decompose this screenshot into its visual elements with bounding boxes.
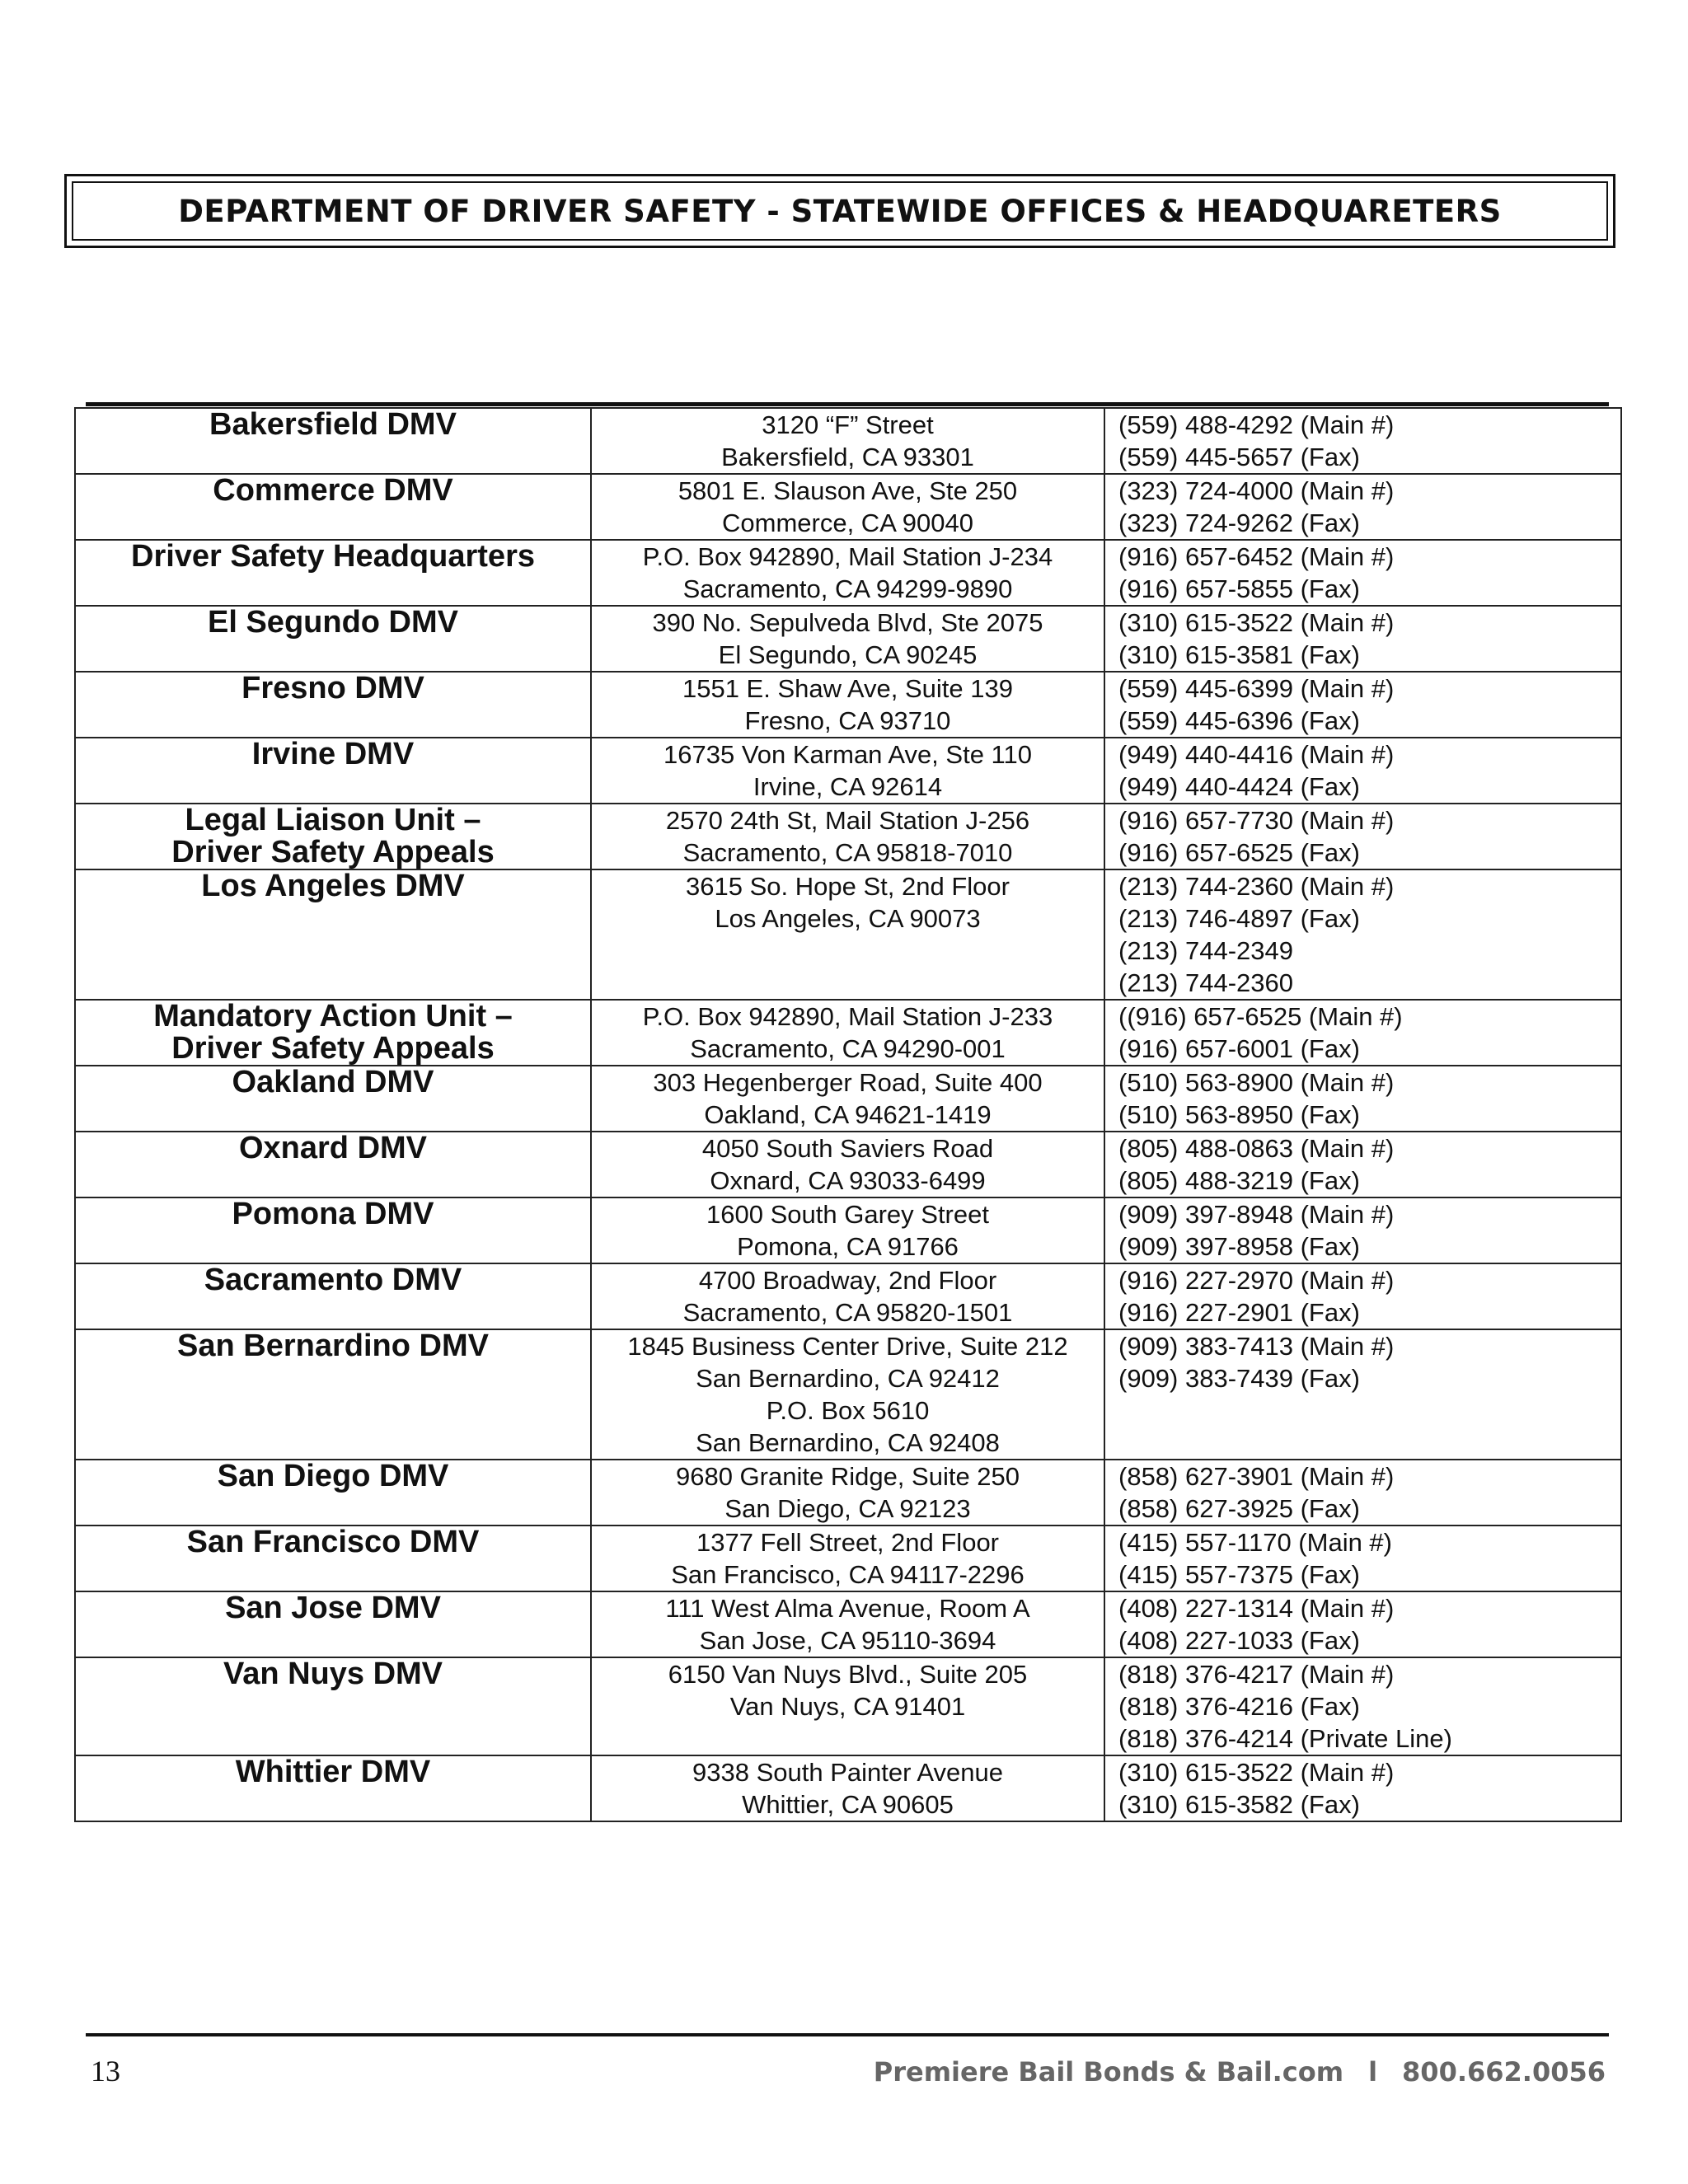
office-name-line: San Francisco DMV: [186, 1525, 480, 1559]
office-phones: [1104, 1591, 1621, 1657]
office-name: [75, 1263, 591, 1329]
office-address: [591, 1591, 1104, 1657]
office-address-line: El Segundo, CA 90245: [718, 640, 978, 669]
office-address-line: San Francisco, CA 94117-2296: [671, 1560, 1025, 1589]
office-phones-line: (916) 657-7730 (Main #): [1118, 806, 1395, 835]
office-phones-line: (213) 744-2360 (Main #): [1118, 872, 1395, 901]
office-name-line: Sacramento DMV: [204, 1263, 462, 1297]
office-name: [75, 1526, 591, 1591]
office-phones-line: (916) 657-6001 (Fax): [1118, 1034, 1360, 1063]
office-name-line: Irvine DMV: [251, 737, 415, 771]
office-name: [75, 1066, 591, 1132]
table-row: [75, 408, 1621, 474]
office-phones: [1104, 1066, 1621, 1132]
page-title-box: [64, 174, 1615, 248]
office-phones-line: (559) 445-6399 (Main #): [1118, 674, 1395, 703]
office-name: [75, 804, 591, 869]
office-phones-line: (916) 657-6525 (Fax): [1118, 838, 1360, 867]
offices-table-body: [75, 408, 1621, 1821]
office-address-line: San Jose, CA 95110-3694: [699, 1626, 996, 1655]
office-phones-line: (559) 445-6396 (Fax): [1118, 706, 1360, 735]
office-phones: [1104, 540, 1621, 606]
office-phones-line: (510) 563-8900 (Main #): [1118, 1068, 1395, 1097]
office-address-line: 1377 Fell Street, 2nd Floor: [696, 1528, 1000, 1557]
office-name-line: Los Angeles DMV: [201, 869, 465, 903]
office-phones-line: (858) 627-3901 (Main #): [1118, 1462, 1395, 1491]
table-row: [75, 672, 1621, 738]
table-row: [75, 474, 1621, 540]
office-name: [75, 606, 591, 672]
office-address-line: Sacramento, CA 95818-7010: [682, 838, 1013, 867]
office-phones-line: (415) 557-7375 (Fax): [1118, 1560, 1360, 1589]
office-name: [75, 1657, 591, 1755]
office-phones: [1104, 474, 1621, 540]
office-address: [591, 672, 1104, 738]
office-address-line: San Bernardino, CA 92412: [696, 1364, 1000, 1393]
office-address-line: Whittier, CA 90605: [742, 1790, 954, 1819]
office-address: [591, 804, 1104, 869]
office-name: [75, 408, 591, 474]
office-phones: [1104, 1000, 1621, 1066]
office-phones: [1104, 804, 1621, 869]
office-address-line: Oakland, CA 94621-1419: [704, 1100, 992, 1129]
table-top-rule: [86, 402, 1609, 406]
office-address-line: Sacramento, CA 94290-001: [690, 1034, 1006, 1063]
office-phones-line: (310) 615-3582 (Fax): [1118, 1790, 1360, 1819]
office-phones-line: (858) 627-3925 (Fax): [1118, 1494, 1360, 1523]
table-row: [75, 1755, 1621, 1821]
office-phones-line: (415) 557-1170 (Main #): [1118, 1528, 1392, 1557]
office-address-line: 1600 South Garey Street: [706, 1200, 989, 1229]
office-name: [75, 672, 591, 738]
footer-company: Premiere Bail Bonds & Bail.com: [873, 2056, 1344, 2088]
office-phones-line: (818) 376-4217 (Main #): [1118, 1660, 1395, 1689]
office-phones-line: (916) 657-6452 (Main #): [1118, 542, 1395, 571]
office-name-line: Driver Safety Appeals: [171, 1031, 495, 1066]
office-phones: [1104, 1263, 1621, 1329]
office-name-line: El Segundo DMV: [208, 605, 458, 640]
office-address-line: 9338 South Painter Avenue: [692, 1758, 1003, 1787]
office-address-line: P.O. Box 942890, Mail Station J-233: [642, 1002, 1053, 1031]
office-address-line: P.O. Box 942890, Mail Station J-234: [642, 542, 1053, 571]
office-phones-line: (805) 488-3219 (Fax): [1118, 1166, 1360, 1195]
office-address: [591, 1132, 1104, 1197]
office-name: [75, 474, 591, 540]
table-row: [75, 1591, 1621, 1657]
office-name-line: Driver Safety Appeals: [171, 835, 495, 869]
office-phones: [1104, 738, 1621, 804]
office-name: [75, 1132, 591, 1197]
table-row: [75, 738, 1621, 804]
office-phones-line: (323) 724-9262 (Fax): [1118, 509, 1360, 537]
office-address: [591, 1000, 1104, 1066]
table-row: [75, 540, 1621, 606]
office-phones: [1104, 606, 1621, 672]
office-phones-line: (213) 744-2349: [1118, 936, 1293, 965]
office-address: [591, 1197, 1104, 1263]
table-row: [75, 1132, 1621, 1197]
office-name-line: Fresno DMV: [241, 671, 424, 705]
table-row: [75, 1197, 1621, 1263]
office-phones-line: (909) 397-8948 (Main #): [1118, 1200, 1395, 1229]
office-phones-line: ((916) 657-6525 (Main #): [1118, 1002, 1403, 1031]
office-phones: [1104, 869, 1621, 1000]
office-address-line: Pomona, CA 91766: [737, 1232, 959, 1261]
office-name-line: San Jose DMV: [225, 1591, 441, 1625]
office-phones-line: (909) 383-7439 (Fax): [1118, 1364, 1360, 1393]
office-address: [591, 1755, 1104, 1821]
office-name-line: Pomona DMV: [232, 1197, 434, 1231]
office-name: [75, 1000, 591, 1066]
office-name: [75, 1460, 591, 1526]
office-address-line: Bakersfield, CA 93301: [721, 443, 974, 471]
office-phones-line: (818) 376-4214 (Private Line): [1118, 1724, 1452, 1753]
office-phones-line: (323) 724-4000 (Main #): [1118, 476, 1395, 505]
office-address-line: 5801 E. Slauson Ave, Ste 250: [678, 476, 1018, 505]
office-address-line: Sacramento, CA 94299-9890: [682, 574, 1013, 603]
table-row: [75, 804, 1621, 869]
office-name: [75, 738, 591, 804]
office-phones-line: (408) 227-1314 (Main #): [1118, 1594, 1395, 1623]
office-address-line: 9680 Granite Ridge, Suite 250: [675, 1462, 1020, 1491]
office-address-line: 3120 “F” Street: [762, 410, 934, 439]
office-address: [591, 869, 1104, 1000]
office-address-line: 16735 Von Karman Ave, Ste 110: [663, 740, 1032, 769]
office-phones: [1104, 1755, 1621, 1821]
office-phones: [1104, 1132, 1621, 1197]
office-phones-line: (949) 440-4424 (Fax): [1118, 772, 1360, 801]
office-name-line: Driver Safety Headquarters: [131, 539, 535, 574]
office-address-line: Fresno, CA 93710: [744, 706, 951, 735]
footer-separator: l: [1368, 2056, 1378, 2088]
office-name-line: Commerce DMV: [213, 473, 453, 508]
office-address-line: 1551 E. Shaw Ave, Suite 139: [682, 674, 1013, 703]
table-row: [75, 1526, 1621, 1591]
office-address: [591, 408, 1104, 474]
office-phones-line: (559) 445-5657 (Fax): [1118, 443, 1360, 471]
office-name: [75, 540, 591, 606]
table-row: [75, 1329, 1621, 1460]
office-name: [75, 1591, 591, 1657]
office-phones-line: (909) 397-8958 (Fax): [1118, 1232, 1360, 1261]
table-row: [75, 1657, 1621, 1755]
office-address-line: 111 West Alma Avenue, Room A: [665, 1594, 1030, 1623]
office-name: [75, 1329, 591, 1460]
office-address-line: P.O. Box 5610: [766, 1396, 930, 1425]
office-address: [591, 1329, 1104, 1460]
office-address-line: 303 Hegenberger Road, Suite 400: [653, 1068, 1043, 1097]
table-row: [75, 606, 1621, 672]
office-phones: [1104, 1657, 1621, 1755]
office-phones-line: (916) 227-2901 (Fax): [1118, 1298, 1360, 1327]
office-name: [75, 1755, 591, 1821]
office-name-line: Legal Liaison Unit –: [185, 803, 481, 837]
page-title-inner-border: [72, 181, 1608, 241]
office-phones-line: (949) 440-4416 (Main #): [1118, 740, 1395, 769]
table-row: [75, 869, 1621, 1000]
office-address-line: 390 No. Sepulveda Blvd, Ste 2075: [652, 608, 1043, 637]
office-address-line: Oxnard, CA 93033-6499: [710, 1166, 986, 1195]
office-phones-line: (213) 744-2360: [1118, 968, 1293, 997]
office-address-line: San Bernardino, CA 92408: [696, 1428, 1000, 1457]
footer-branding: [874, 2056, 1606, 2088]
page-number: 13: [91, 2055, 120, 2088]
office-address-line: Los Angeles, CA 90073: [715, 904, 981, 933]
office-name-line: San Diego DMV: [217, 1459, 449, 1493]
office-phones-line: (310) 615-3522 (Main #): [1118, 608, 1395, 637]
office-phones-line: (916) 227-2970 (Main #): [1118, 1266, 1395, 1295]
office-address-line: 2570 24th St, Mail Station J-256: [665, 806, 1030, 835]
footer-phone: 800.662.0056: [1402, 2056, 1606, 2088]
table-row: [75, 1066, 1621, 1132]
office-address: [591, 1066, 1104, 1132]
office-address-line: Sacramento, CA 95820-1501: [682, 1298, 1013, 1327]
office-name-line: Oakland DMV: [232, 1065, 434, 1099]
office-name-line: Oxnard DMV: [238, 1131, 428, 1165]
office-phones-line: (559) 488-4292 (Main #): [1118, 410, 1395, 439]
office-address-line: Irvine, CA 92614: [753, 772, 943, 801]
office-address-line: 3615 So. Hope St, 2nd Floor: [686, 872, 1010, 901]
office-phones-line: (408) 227-1033 (Fax): [1118, 1626, 1360, 1655]
office-phones-line: (310) 615-3581 (Fax): [1118, 640, 1360, 669]
office-address: [591, 1263, 1104, 1329]
office-address-line: 4050 South Saviers Road: [701, 1134, 994, 1163]
office-phones: [1104, 1526, 1621, 1591]
office-address-line: 6150 Van Nuys Blvd., Suite 205: [668, 1660, 1028, 1689]
office-address: [591, 606, 1104, 672]
office-phones-line: (805) 488-0863 (Main #): [1118, 1134, 1395, 1163]
footer-rule: [86, 2033, 1609, 2036]
office-phones-line: (818) 376-4216 (Fax): [1118, 1692, 1360, 1721]
office-name-line: San Bernardino DMV: [177, 1329, 489, 1363]
office-address: [591, 474, 1104, 540]
office-address: [591, 540, 1104, 606]
office-address-line: 4700 Broadway, 2nd Floor: [698, 1266, 997, 1295]
office-phones-line: (909) 383-7413 (Main #): [1118, 1332, 1395, 1361]
office-phones-line: (213) 746-4897 (Fax): [1118, 904, 1360, 933]
office-address-line: Commerce, CA 90040: [722, 509, 973, 537]
office-phones-line: (310) 615-3522 (Main #): [1118, 1758, 1395, 1787]
office-address-line: 1845 Business Center Drive, Suite 212: [627, 1332, 1068, 1361]
office-phones: [1104, 1329, 1621, 1460]
table-row: [75, 1263, 1621, 1329]
office-name-line: Bakersfield DMV: [209, 407, 457, 442]
office-phones: [1104, 408, 1621, 474]
office-address: [591, 1657, 1104, 1755]
office-name-line: Van Nuys DMV: [223, 1657, 443, 1691]
office-address: [591, 738, 1104, 804]
page-title: DEPARTMENT OF DRIVER SAFETY - STATEWIDE OFFICES & HEADQUARETERS: [178, 193, 1502, 229]
office-address-line: San Diego, CA 92123: [724, 1494, 971, 1523]
table-row: [75, 1000, 1621, 1066]
office-name: [75, 1197, 591, 1263]
table-row: [75, 1460, 1621, 1526]
office-address: [591, 1460, 1104, 1526]
office-name-line: Whittier DMV: [235, 1755, 431, 1789]
office-phones-line: (916) 657-5855 (Fax): [1118, 574, 1360, 603]
office-name: [75, 869, 591, 1000]
office-phones: [1104, 1197, 1621, 1263]
office-phones: [1104, 1460, 1621, 1526]
office-phones: [1104, 672, 1621, 738]
offices-table: [74, 407, 1622, 1822]
office-name-line: Mandatory Action Unit –: [153, 999, 513, 1033]
office-address-line: Van Nuys, CA 91401: [729, 1692, 966, 1721]
office-address: [591, 1526, 1104, 1591]
office-phones-line: (510) 563-8950 (Fax): [1118, 1100, 1360, 1129]
